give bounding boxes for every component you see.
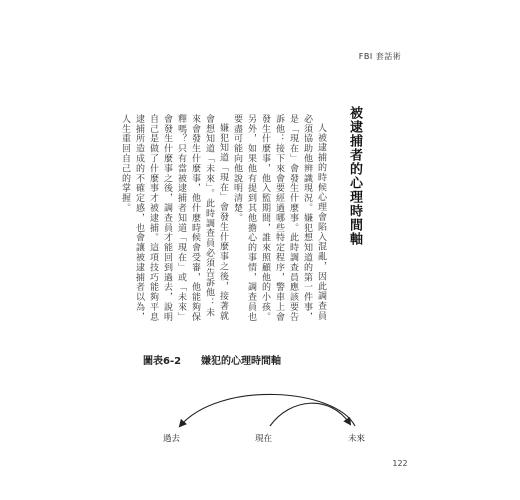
long-arc-arrow [180,394,355,426]
body-text [118,114,328,324]
figure-label: 圖表6-2 [143,356,182,367]
paragraph: 嫌犯知道「現在」會發生什麼事之後，接著就會想知道「未來」。此時調查員必須告訴他：未來會發生什麼事，他什麼時候會受審，他能夠保釋嗎？只有當被逮捕者知道「現在」或「未來」會發生什麼事之後，調查員才能回到過去，說明自己是做了什麼事才被逮捕。這項技巧能夠平息逮捕所造成的不確定感，也會讓被逮捕者以為，人生重回自己的掌握。 [120,114,228,322]
timeline-label-past: 過去 [163,434,181,444]
figure-title: 嫌犯的心理時間軸 [201,356,281,367]
page-number: 122 [392,459,408,468]
timeline-label-present: 現在 [255,434,273,444]
paragraph: 人被逮捕的時候心理會陷入混亂，因此調查員必須協助他辨識現況。嫌犯想知道的第一件事，是「現在」會發生什麼事。此時調查員應該要告訴他：接下來會要經過哪些特定程序，警車上會發生什麼事，他入監期間，誰來照顧他的小孩。另外，如果他有提到其他擔心的事情，調查員也要盡可能向他說明清楚。 [232,114,326,322]
short-arc-arrow [270,403,350,426]
running-head: FBI 套話術 [358,52,402,61]
section-heading: 被逮捕者的心理時間軸 [347,106,362,246]
timeline-diagram [150,380,390,460]
timeline-svg [150,380,390,460]
timeline-label-future: 未來 [348,434,366,444]
